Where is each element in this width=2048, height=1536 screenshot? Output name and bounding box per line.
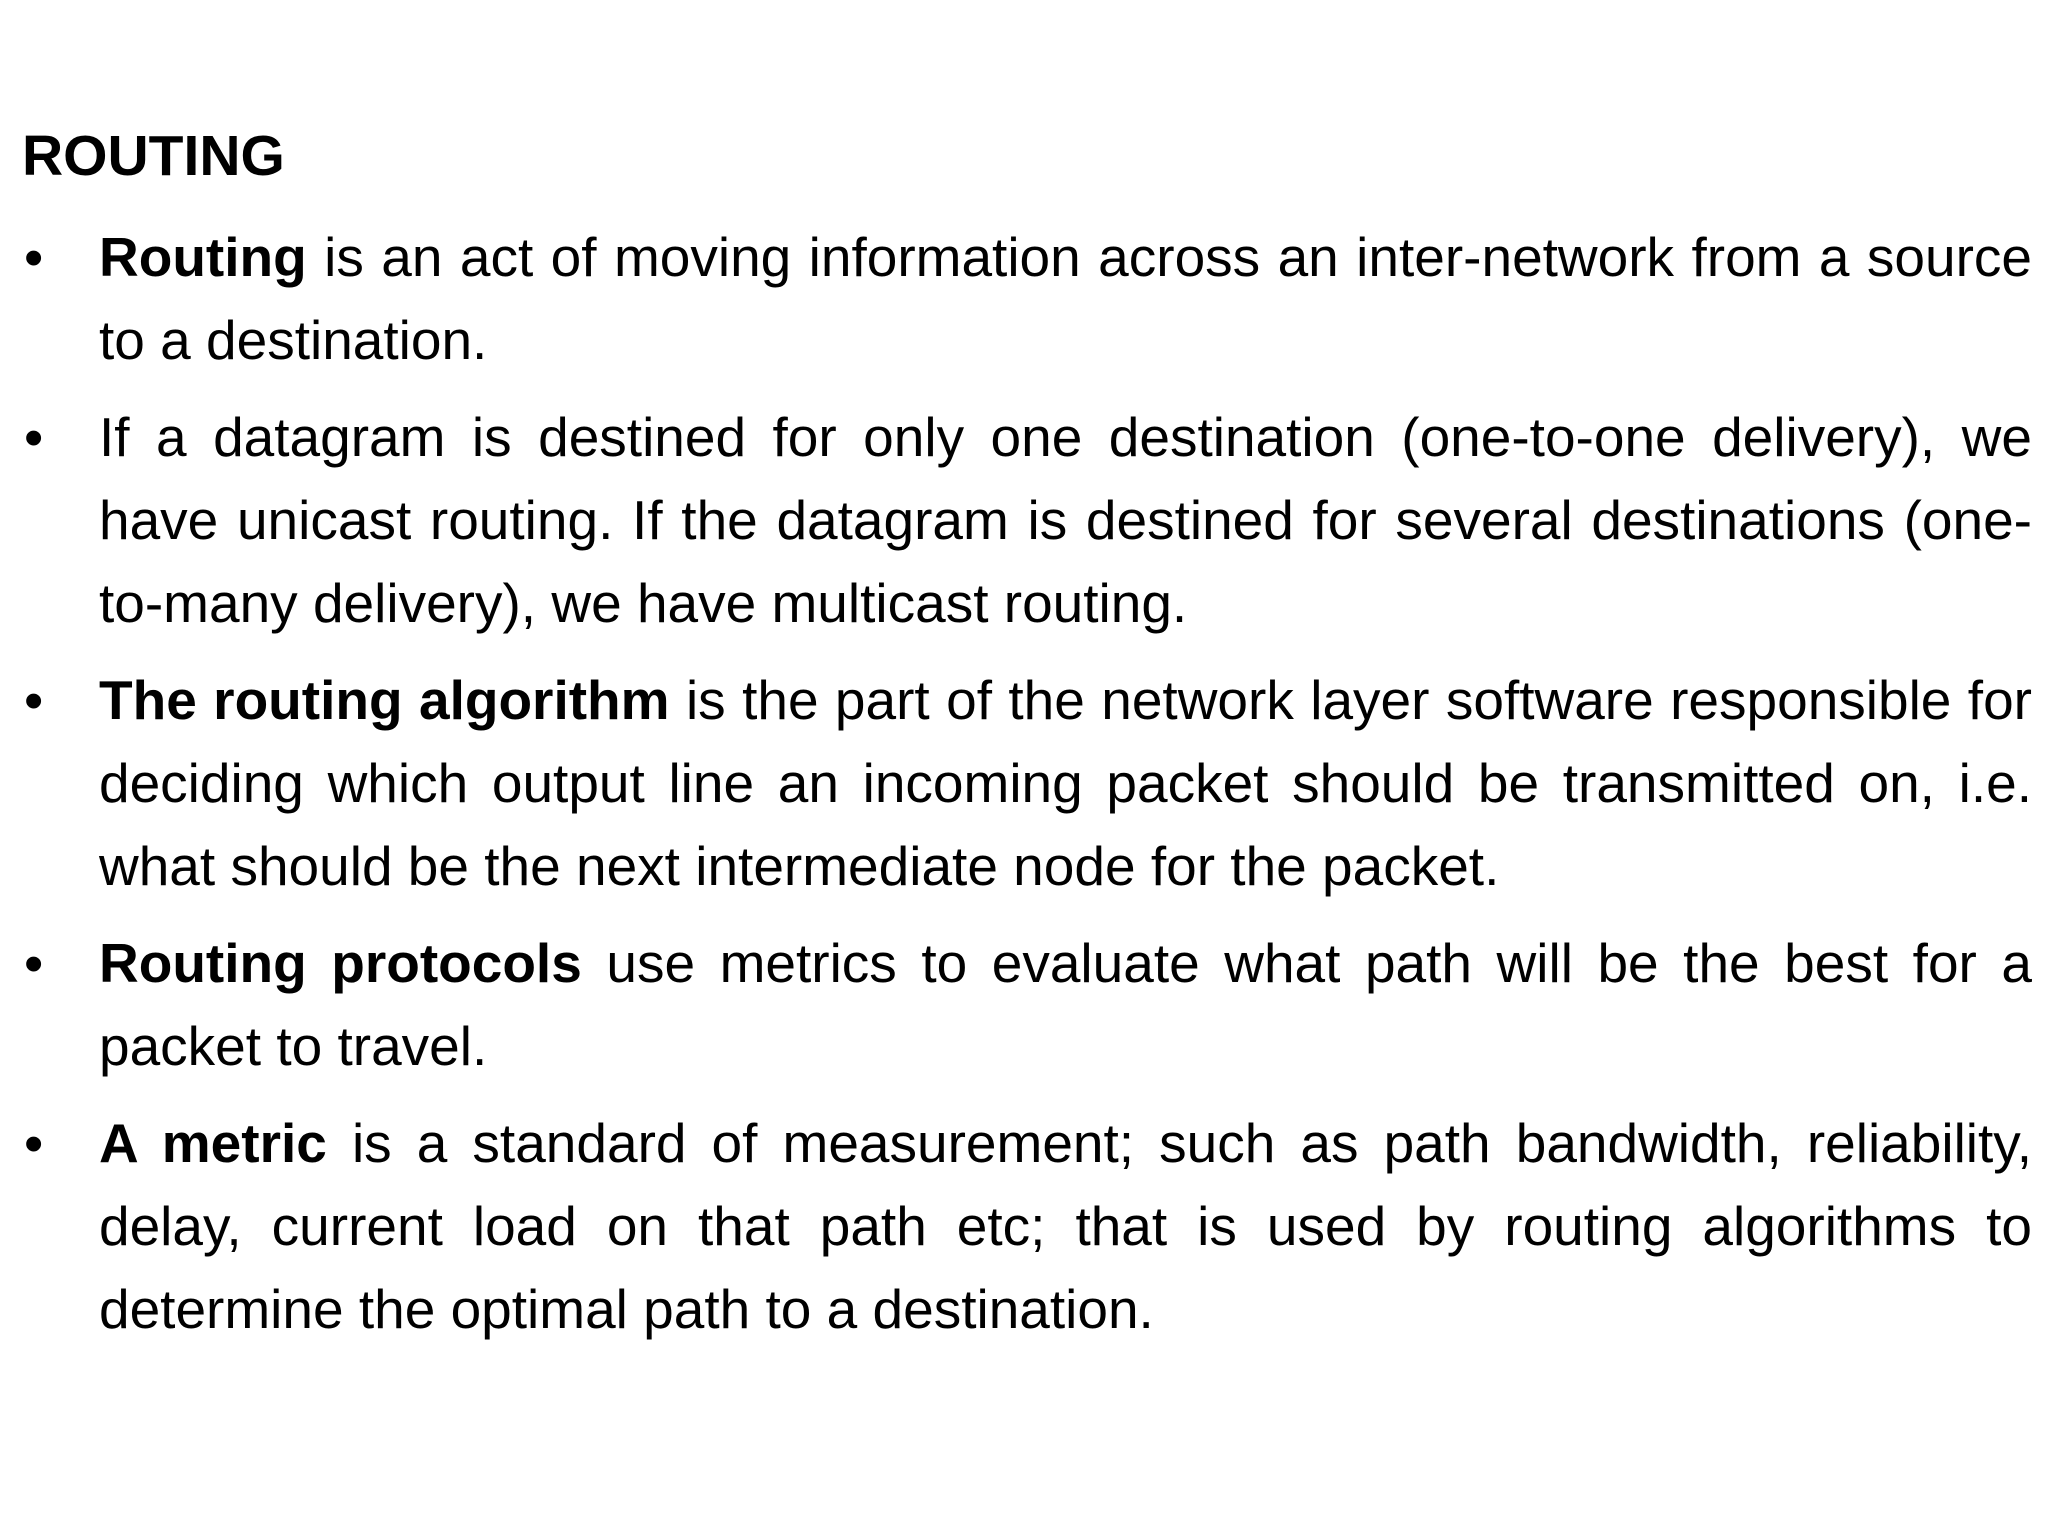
bullet-text: is the part of the network layer software responsible for deciding which output line an incoming packet should be transmitted on, i.e. what should be the next intermediate node for the packet.	[99, 669, 2032, 897]
bullet-dot-icon: •	[24, 226, 44, 288]
bullet-term: Routing protocols	[99, 932, 582, 994]
bullet-dot-icon: •	[24, 1112, 44, 1174]
bullet-text: is an act of moving information across an inter-network from a source to a destination.	[99, 226, 2032, 371]
bullet-item-routing-algorithm	[22, 659, 2032, 908]
slide-title: ROUTING	[22, 124, 285, 188]
bullet-term: A metric	[99, 1112, 327, 1174]
bullet-list	[22, 216, 2032, 1365]
bullet-dot-icon: •	[24, 406, 44, 468]
bullet-text: is a standard of measurement; such as path bandwidth, reliability, delay, current load on that path etc; that is used by routing algorithms to determine the optimal path to a destination.	[99, 1112, 2032, 1340]
bullet-text: If a datagram is destined for only one destination (one-to-one delivery), we have unicast routing. If the datagram is destined for several destinations (one-to-many delivery), we have multicast routing.	[99, 406, 2032, 634]
bullet-text: use metrics to evaluate what path will be the best for a packet to travel.	[99, 932, 2032, 1077]
bullet-term: Routing	[99, 226, 307, 288]
bullet-dot-icon: •	[24, 932, 44, 994]
bullet-item-metric	[22, 1102, 2032, 1351]
bullet-item-datagram	[22, 396, 2032, 645]
bullet-term: The routing algorithm	[99, 669, 670, 731]
bullet-dot-icon: •	[24, 669, 44, 731]
bullet-item-routing-protocols	[22, 922, 2032, 1088]
bullet-item-routing	[22, 216, 2032, 382]
